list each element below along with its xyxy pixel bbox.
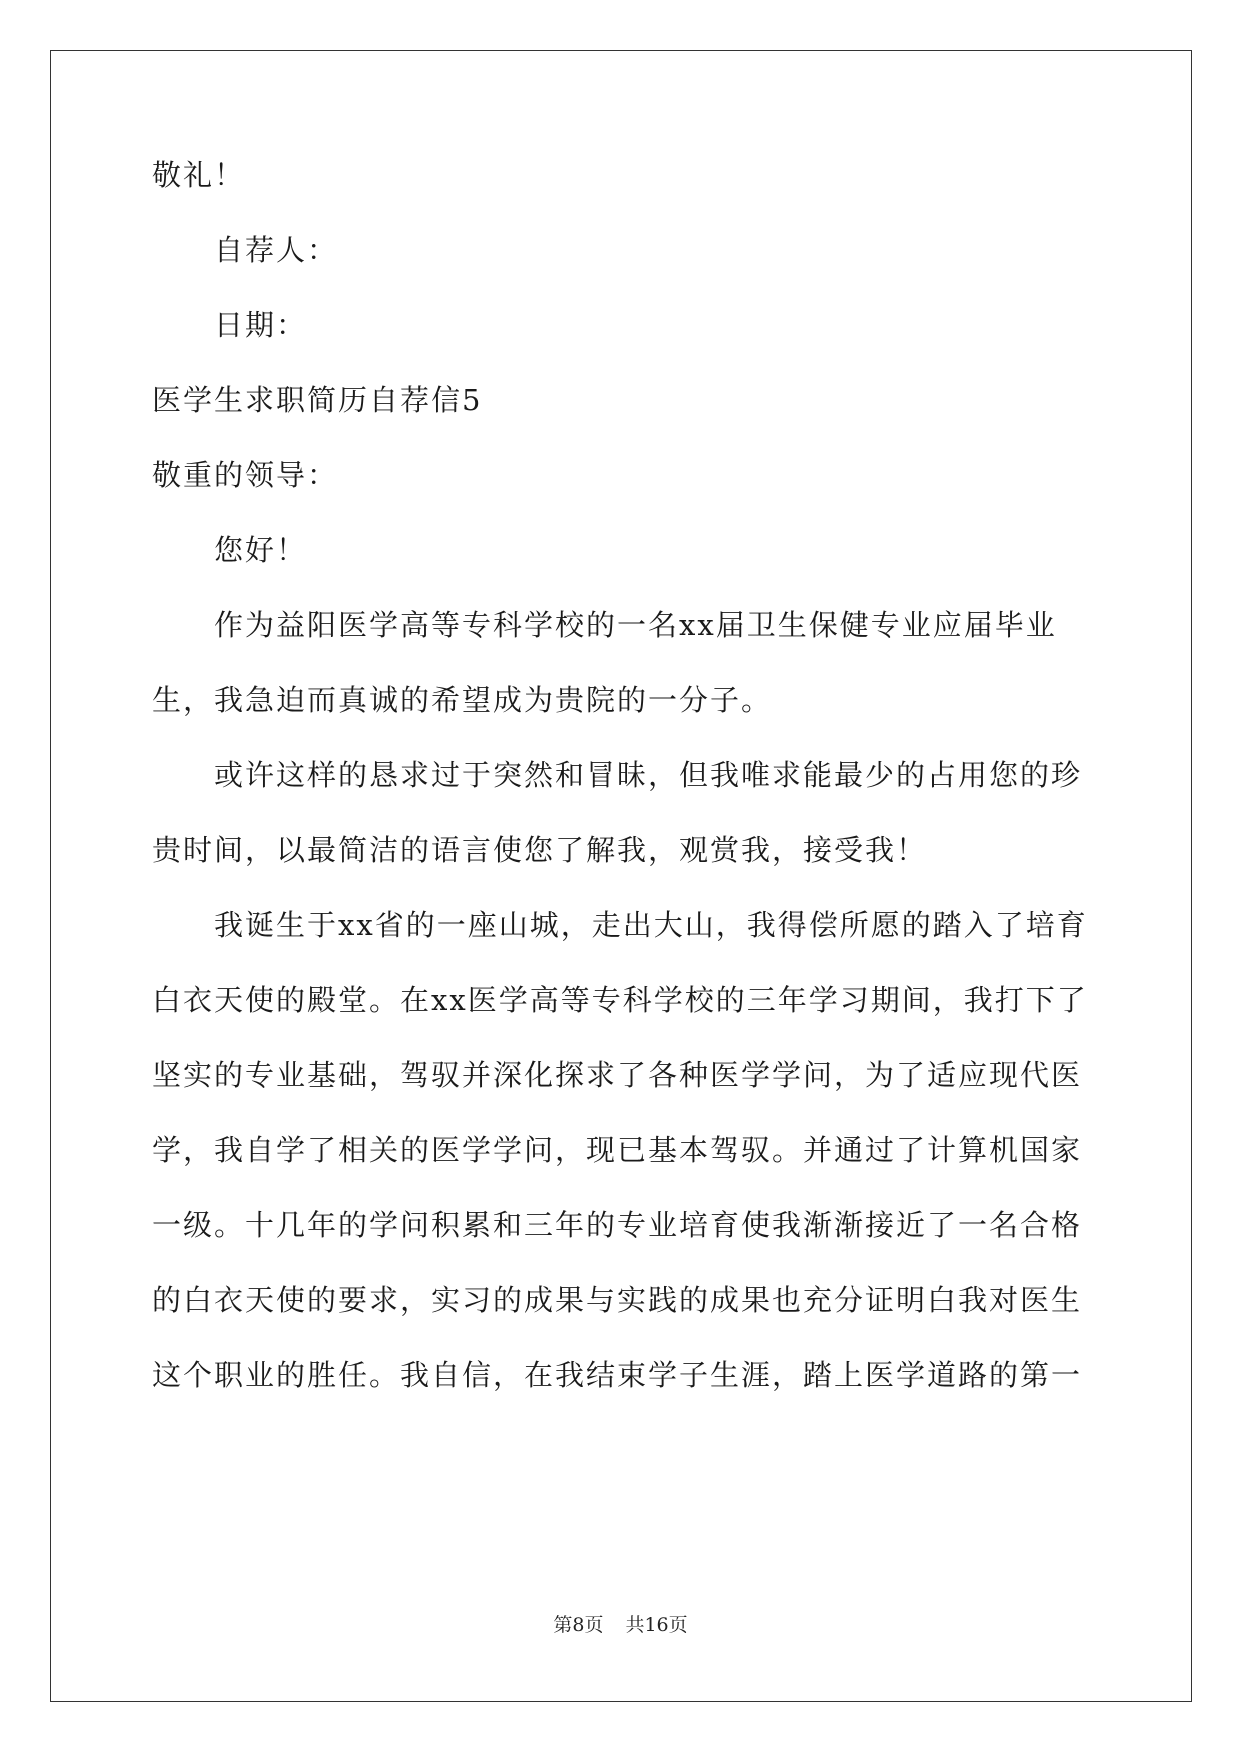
paragraph-line: 这个职业的胜任。我自信，在我结束学子生涯，踏上医学道路的第一 — [152, 1358, 1083, 1392]
paragraph-line: 贵时间，以最简洁的语言使您了解我，观赏我，接受我！ — [152, 833, 928, 867]
paragraph-line: 或许这样的恳求过于突然和冒昧，但我唯求能最少的占用您的珍 — [214, 758, 1083, 792]
section-title: 医学生求职简历自荐信5 — [152, 383, 483, 417]
paragraph-line: 坚实的专业基础，驾驭并深化探求了各种医学学问，为了适应现代医 — [152, 1058, 1083, 1092]
paragraph-line: 的白衣天使的要求，实习的成果与实践的成果也充分证明白我对医生 — [152, 1283, 1083, 1317]
paragraph-line: 一级。十几年的学问积累和三年的专业培育使我渐渐接近了一名合格 — [152, 1208, 1083, 1242]
date-label: 日期： — [214, 308, 308, 342]
page-number: 第8页 — [553, 1614, 604, 1636]
paragraph-line: 白衣天使的殿堂。在xx医学高等专科学校的三年学习期间，我打下了 — [152, 983, 1088, 1017]
paragraph-line: 学，我自学了相关的医学学问，现已基本驾驭。并通过了计算机国家 — [152, 1133, 1083, 1167]
hello-line: 您好！ — [214, 533, 308, 567]
page-footer — [0, 1610, 1241, 1637]
paragraph-line: 生，我急迫而真诚的希望成为贵院的一分子。 — [152, 683, 773, 717]
page-border — [50, 50, 1192, 1702]
paragraph-line: 我诞生于xx省的一座山城，走出大山，我得偿所愿的踏入了培育 — [214, 908, 1088, 942]
closing-salutation: 敬礼！ — [152, 158, 246, 192]
paragraph-line: 作为益阳医学高等专科学校的一名xx届卫生保健专业应届毕业 — [214, 608, 1057, 642]
greeting: 敬重的领导： — [152, 458, 339, 492]
page-total: 共16页 — [625, 1614, 688, 1636]
signer-label: 自荐人： — [214, 233, 339, 267]
